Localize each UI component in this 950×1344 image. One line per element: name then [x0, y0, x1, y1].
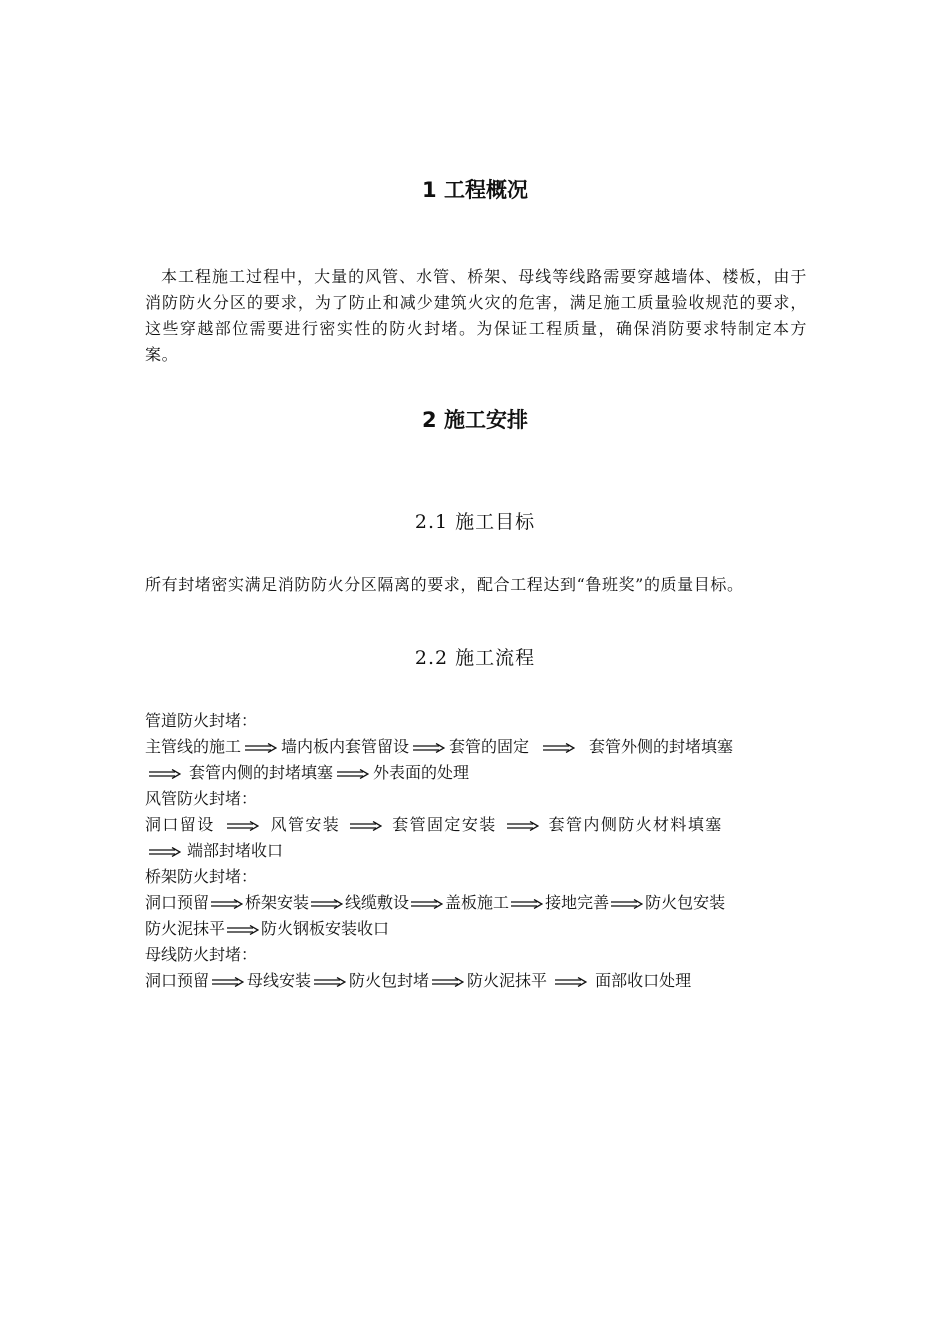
flow-step: 洞口预留	[145, 971, 210, 990]
flow-step-wrap-start: 防火包安装	[645, 893, 726, 912]
flow-step-wrap-end: 防火泥抹平	[145, 919, 226, 938]
duct-flow-line-2	[145, 838, 807, 864]
double-arrow-right-icon	[212, 977, 244, 987]
double-arrow-right-icon	[350, 821, 382, 831]
flow-step: 套管内侧防火材料填塞	[548, 815, 723, 834]
flow-step: 套管内侧的封堵填塞	[189, 763, 334, 782]
flow-step: 套管外侧的封堵填塞	[589, 737, 734, 756]
flow-step: 防火钢板安装收口	[261, 919, 390, 938]
flow-step: 接地完善	[545, 893, 610, 912]
flow-step: 线缆敷设	[345, 893, 410, 912]
flow-step: 风管安装	[270, 815, 341, 834]
section-2-1-heading: 2.1 施工目标	[414, 511, 536, 533]
pipe-flow-label: 管道防火封堵：	[145, 711, 258, 730]
double-arrow-right-icon	[311, 899, 343, 909]
flow-step: 母线安装	[247, 971, 312, 990]
flow-step: 防火泥抹平	[467, 971, 548, 990]
tray-flow-label: 桥架防火封堵：	[145, 867, 258, 886]
double-arrow-right-icon	[314, 977, 346, 987]
section-2-2-heading: 2.2 施工流程	[414, 647, 536, 669]
section-1-paragraph: 本工程施工过程中，大量的风管、水管、桥架、母线等线路需要穿越墙体、楼板，由于消防防火分区的要求，为了防止和减少建筑火灾的危害，满足施工质量验收规范的要求，这些穿越部位需要进行密实性的防火封堵。为保证工程质量，确保消防要求特制定本方案。	[145, 267, 807, 364]
duct-flow-label: 风管防火封堵：	[145, 789, 258, 808]
double-arrow-right-icon	[432, 977, 464, 987]
flow-step: 套管的固定	[449, 737, 530, 756]
flow-step: 外表面的处理	[373, 763, 470, 782]
tray-flow-line-2	[145, 916, 807, 942]
busbar-flow-label: 母线防火封堵：	[145, 945, 258, 964]
section-2-1-paragraph: 所有封堵密实满足消防防火分区隔离的要求，配合工程达到“鲁班奖”的质量目标。	[145, 575, 744, 594]
tray-flow-line-1	[145, 890, 807, 916]
flow-step: 洞口留设	[145, 815, 215, 834]
pipe-flow-line-1	[145, 734, 807, 760]
double-arrow-right-icon	[149, 847, 181, 857]
flow-step: 面部收口处理	[595, 971, 692, 990]
double-arrow-right-icon	[543, 743, 575, 753]
double-arrow-right-icon	[555, 977, 587, 987]
construction-flow	[145, 708, 807, 994]
double-arrow-right-icon	[227, 821, 259, 831]
busbar-flow-line-1	[145, 968, 807, 994]
double-arrow-right-icon	[611, 899, 643, 909]
duct-flow-line-1	[145, 812, 807, 838]
double-arrow-right-icon	[411, 899, 443, 909]
flow-step: 主管线的施工	[145, 737, 242, 756]
flow-step: 墙内板内套管留设	[281, 737, 410, 756]
flow-step: 防火包封堵	[349, 971, 430, 990]
double-arrow-right-icon	[507, 821, 539, 831]
pipe-flow-line-2	[145, 760, 807, 786]
flow-step: 洞口预留	[145, 893, 210, 912]
double-arrow-right-icon	[413, 743, 445, 753]
double-arrow-right-icon	[337, 769, 369, 779]
flow-step: 端部封堵收口	[187, 841, 284, 860]
flow-step: 桥架安装	[245, 893, 310, 912]
section-2-heading: 2 施工安排	[422, 408, 528, 432]
double-arrow-right-icon	[149, 769, 181, 779]
double-arrow-right-icon	[511, 899, 543, 909]
double-arrow-right-icon	[245, 743, 277, 753]
double-arrow-right-icon	[211, 899, 243, 909]
section-1-heading: 1 工程概况	[422, 178, 528, 202]
flow-step: 套管固定安装	[392, 815, 497, 834]
double-arrow-right-icon	[227, 925, 259, 935]
flow-step: 盖板施工	[445, 893, 510, 912]
